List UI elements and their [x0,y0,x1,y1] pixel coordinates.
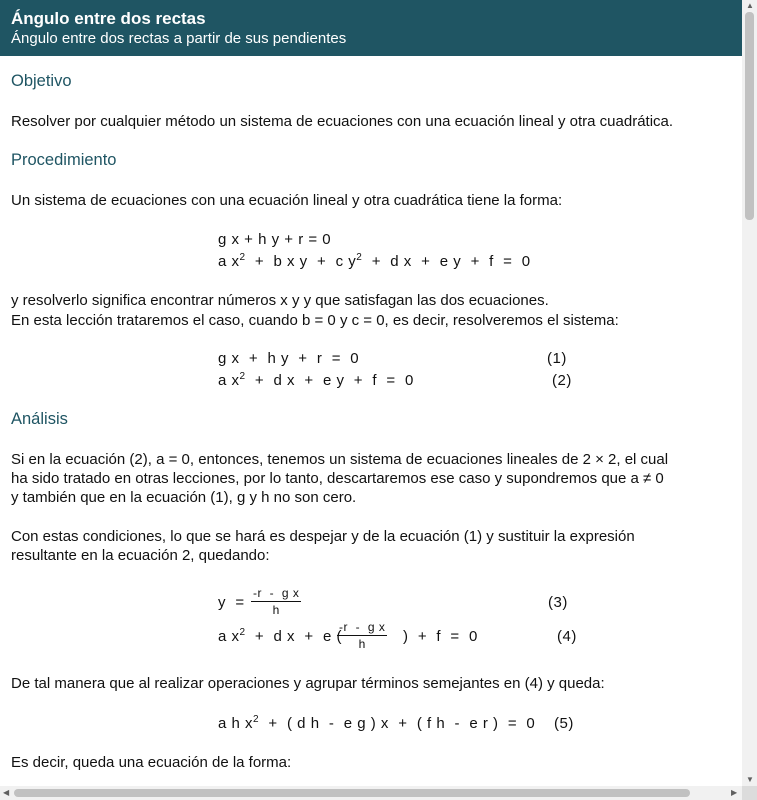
equation-4-tag: (4) [557,628,577,645]
paragraph-equation-form: Es decir, queda una ecuación de la forma: [11,754,292,771]
paragraph-analysis-line1: Si en la ecuación (2), a = 0, entonces, tenemos un sistema de ecuaciones lineales de 2 × 2, el cual [11,451,669,468]
vertical-scrollbar-thumb[interactable] [745,12,754,220]
scroll-down-arrow-icon[interactable]: ▼ [746,775,754,784]
scroll-up-arrow-icon[interactable]: ▲ [746,1,754,10]
paragraph-solve-meaning: y resolverlo significa encontrar números x y y que satisfagan las dos ecuaciones. [11,292,549,309]
equation-quadratic: a $x^2 + b$ x y + c $y^2 + d$ x + e y + f = 0 [218,252,531,270]
section-heading-analisis: Análisis [11,410,68,428]
equation-3-left: y = [218,594,245,611]
page-title: Ángulo entre dos rectas [11,9,206,28]
section-heading-objetivo: Objetivo [11,72,72,90]
fraction-denominator: h [272,603,280,617]
equation-5: a h $x^2$ + ( d h - e g ) x + ( f h - e r ) = 0 [218,714,536,732]
equation-4-right: ) + f = 0 [403,628,478,645]
paragraph-analysis-line3: y también que en la ecuación (1), g y h no son cero. [11,489,357,506]
horizontal-scrollbar-thumb[interactable] [14,789,690,797]
equation-1: g x + h y + r = 0 [218,350,360,367]
page-header [0,0,742,56]
fraction-numerator: -r - g x [253,586,300,600]
equation-4: a $x^2 + d$ x + e ( [218,627,342,645]
fraction-equation-4 [337,620,387,651]
fraction-denominator: h [358,637,366,651]
page-subtitle: Ángulo entre dos rectas a partir de sus pendientes [11,30,347,47]
paragraph-conditions-line1: Con estas condiciones, lo que se hará es despejar y de la ecuación (1) y sustituir la expresión [11,528,635,545]
paragraph-objetivo: Resolver por cualquier método un sistema de ecuaciones con una ecuación lineal y otra cuadrática. [11,113,674,130]
equation-2-tag: (2) [552,372,572,389]
fraction-equation-3 [251,586,301,617]
scroll-right-arrow-icon[interactable]: ▶ [731,788,738,797]
paragraph-analysis-line2: ha sido tratado en otras lecciones, por lo tanto, descartaremos ese caso y supondremos que a ≠ 0 [11,470,664,487]
equation-5-tag: (5) [554,715,574,732]
scroll-left-arrow-icon[interactable]: ◀ [3,788,10,797]
section-heading-procedimiento: Procedimiento [11,151,117,169]
paragraph-conditions-line2: resultante en la ecuación 2, quedando: [11,547,270,564]
equation-1-tag: (1) [547,350,567,367]
scrollbar-corner [742,786,757,800]
equation-3-tag: (3) [548,594,568,611]
equation-2: a $x^2 + d$ x + e y + f = 0 [218,371,414,389]
paragraph-grouping: De tal manera que al realizar operaciones y agrupar términos semejantes en (4) y queda: [11,675,605,692]
equation-linear: g x + h y + r = 0 [218,231,332,248]
lesson-content [0,56,742,786]
fraction-numerator: -r - g x [339,620,386,634]
paragraph-case: En esta lección trataremos el caso, cuando b = 0 y c = 0, es decir, resolveremos el sistema: [11,312,619,329]
paragraph-system-form: Un sistema de ecuaciones con una ecuación lineal y otra cuadrática tiene la forma: [11,192,563,209]
